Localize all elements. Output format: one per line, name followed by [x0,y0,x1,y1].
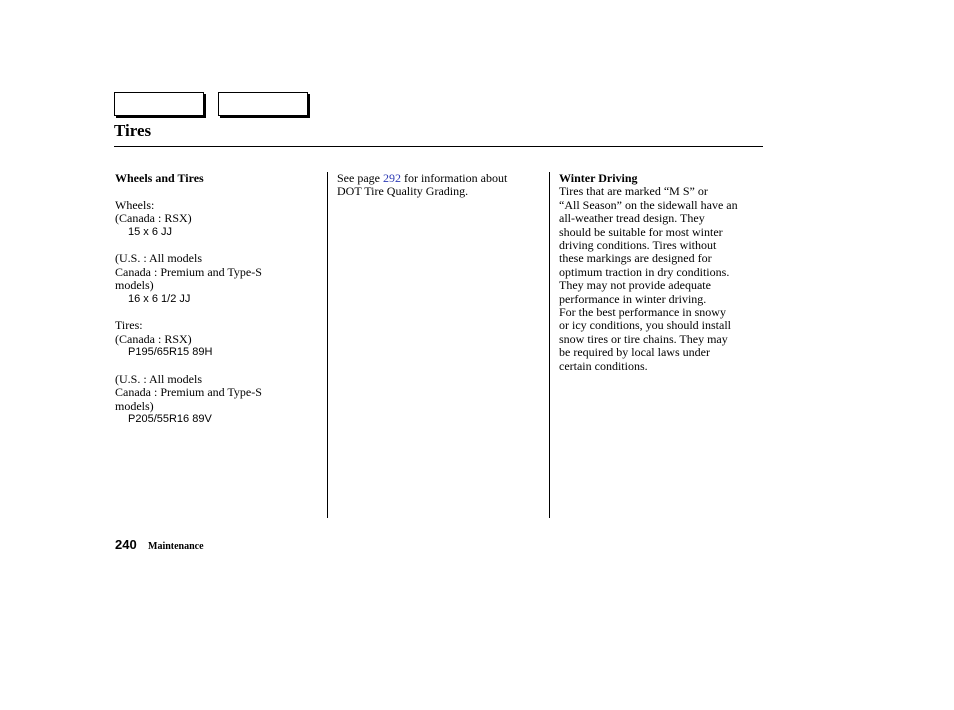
nav-button-next[interactable] [218,92,308,116]
tires-us-label-line-1: (U.S. : All models [115,372,203,387]
section-heading-wheels-and-tires: Wheels and Tires [115,171,204,185]
wheels-us-label-line-2: Canada : Premium and Type-S [115,264,262,279]
tires-us-value: P205/55R16 89V [128,413,212,426]
see-page-line [337,172,542,185]
winter-text-line: “All Season” on the sidewall have an [559,197,738,212]
winter-text-line: these markings are designed for [559,251,712,266]
column-divider-2 [549,172,550,518]
winter-text-line: all-weather tread design. They [559,211,705,226]
tires-us-label-line-2: Canada : Premium and Type-S [115,385,262,400]
wheels-canada-value: 15 x 6 JJ [128,225,173,238]
winter-text-line: optimum traction in dry conditions. [559,264,730,279]
winter-text-line: Tires that are marked “M S” or [559,184,708,199]
page-292-link[interactable]: 292 [382,171,401,185]
column-winter-driving [559,172,759,373]
winter-text-line: performance in winter driving. [559,291,707,306]
wheels-us-label-line-3: models) [115,278,154,293]
column-wheels-and-tires [115,172,320,427]
quality-grading-line: DOT Tire Quality Grading. [337,184,469,199]
section-heading-winter-driving: Winter Driving [559,171,638,185]
wheels-us-label-line-1: (U.S. : All models [115,251,203,266]
wheels-canada-label: (Canada : RSX) [115,211,192,226]
section-name: Maintenance [148,541,204,552]
winter-text-line: or icy conditions, you should install [559,318,731,333]
winter-text-line: For the best performance in snowy [559,305,726,320]
winter-text-line: certain conditions. [559,358,648,373]
see-page-suffix: for information about [400,171,508,185]
winter-text-line: They may not provide adequate [559,278,711,293]
see-page-prefix: See page [337,171,383,185]
column-quality-grading [337,172,542,199]
winter-text-line: should be suitable for most winter [559,224,723,239]
winter-text-line: be required by local laws under [559,345,710,360]
title-divider [114,146,763,147]
page-number: 240 [115,537,137,552]
nav-button-previous[interactable] [114,92,204,116]
wheels-label: Wheels: [115,197,155,212]
tires-us-label-line-3: models) [115,398,154,413]
tires-canada-label: (Canada : RSX) [115,331,192,346]
page-title: Tires [114,121,152,140]
tires-canada-value: P195/65R15 89H [128,346,213,359]
winter-text-line: snow tires or tire chains. They may [559,331,728,346]
winter-text-line: driving conditions. Tires without [559,238,717,253]
wheels-us-value: 16 x 6 1/2 JJ [128,292,191,305]
column-divider-1 [327,172,328,518]
tires-label: Tires: [115,318,143,333]
